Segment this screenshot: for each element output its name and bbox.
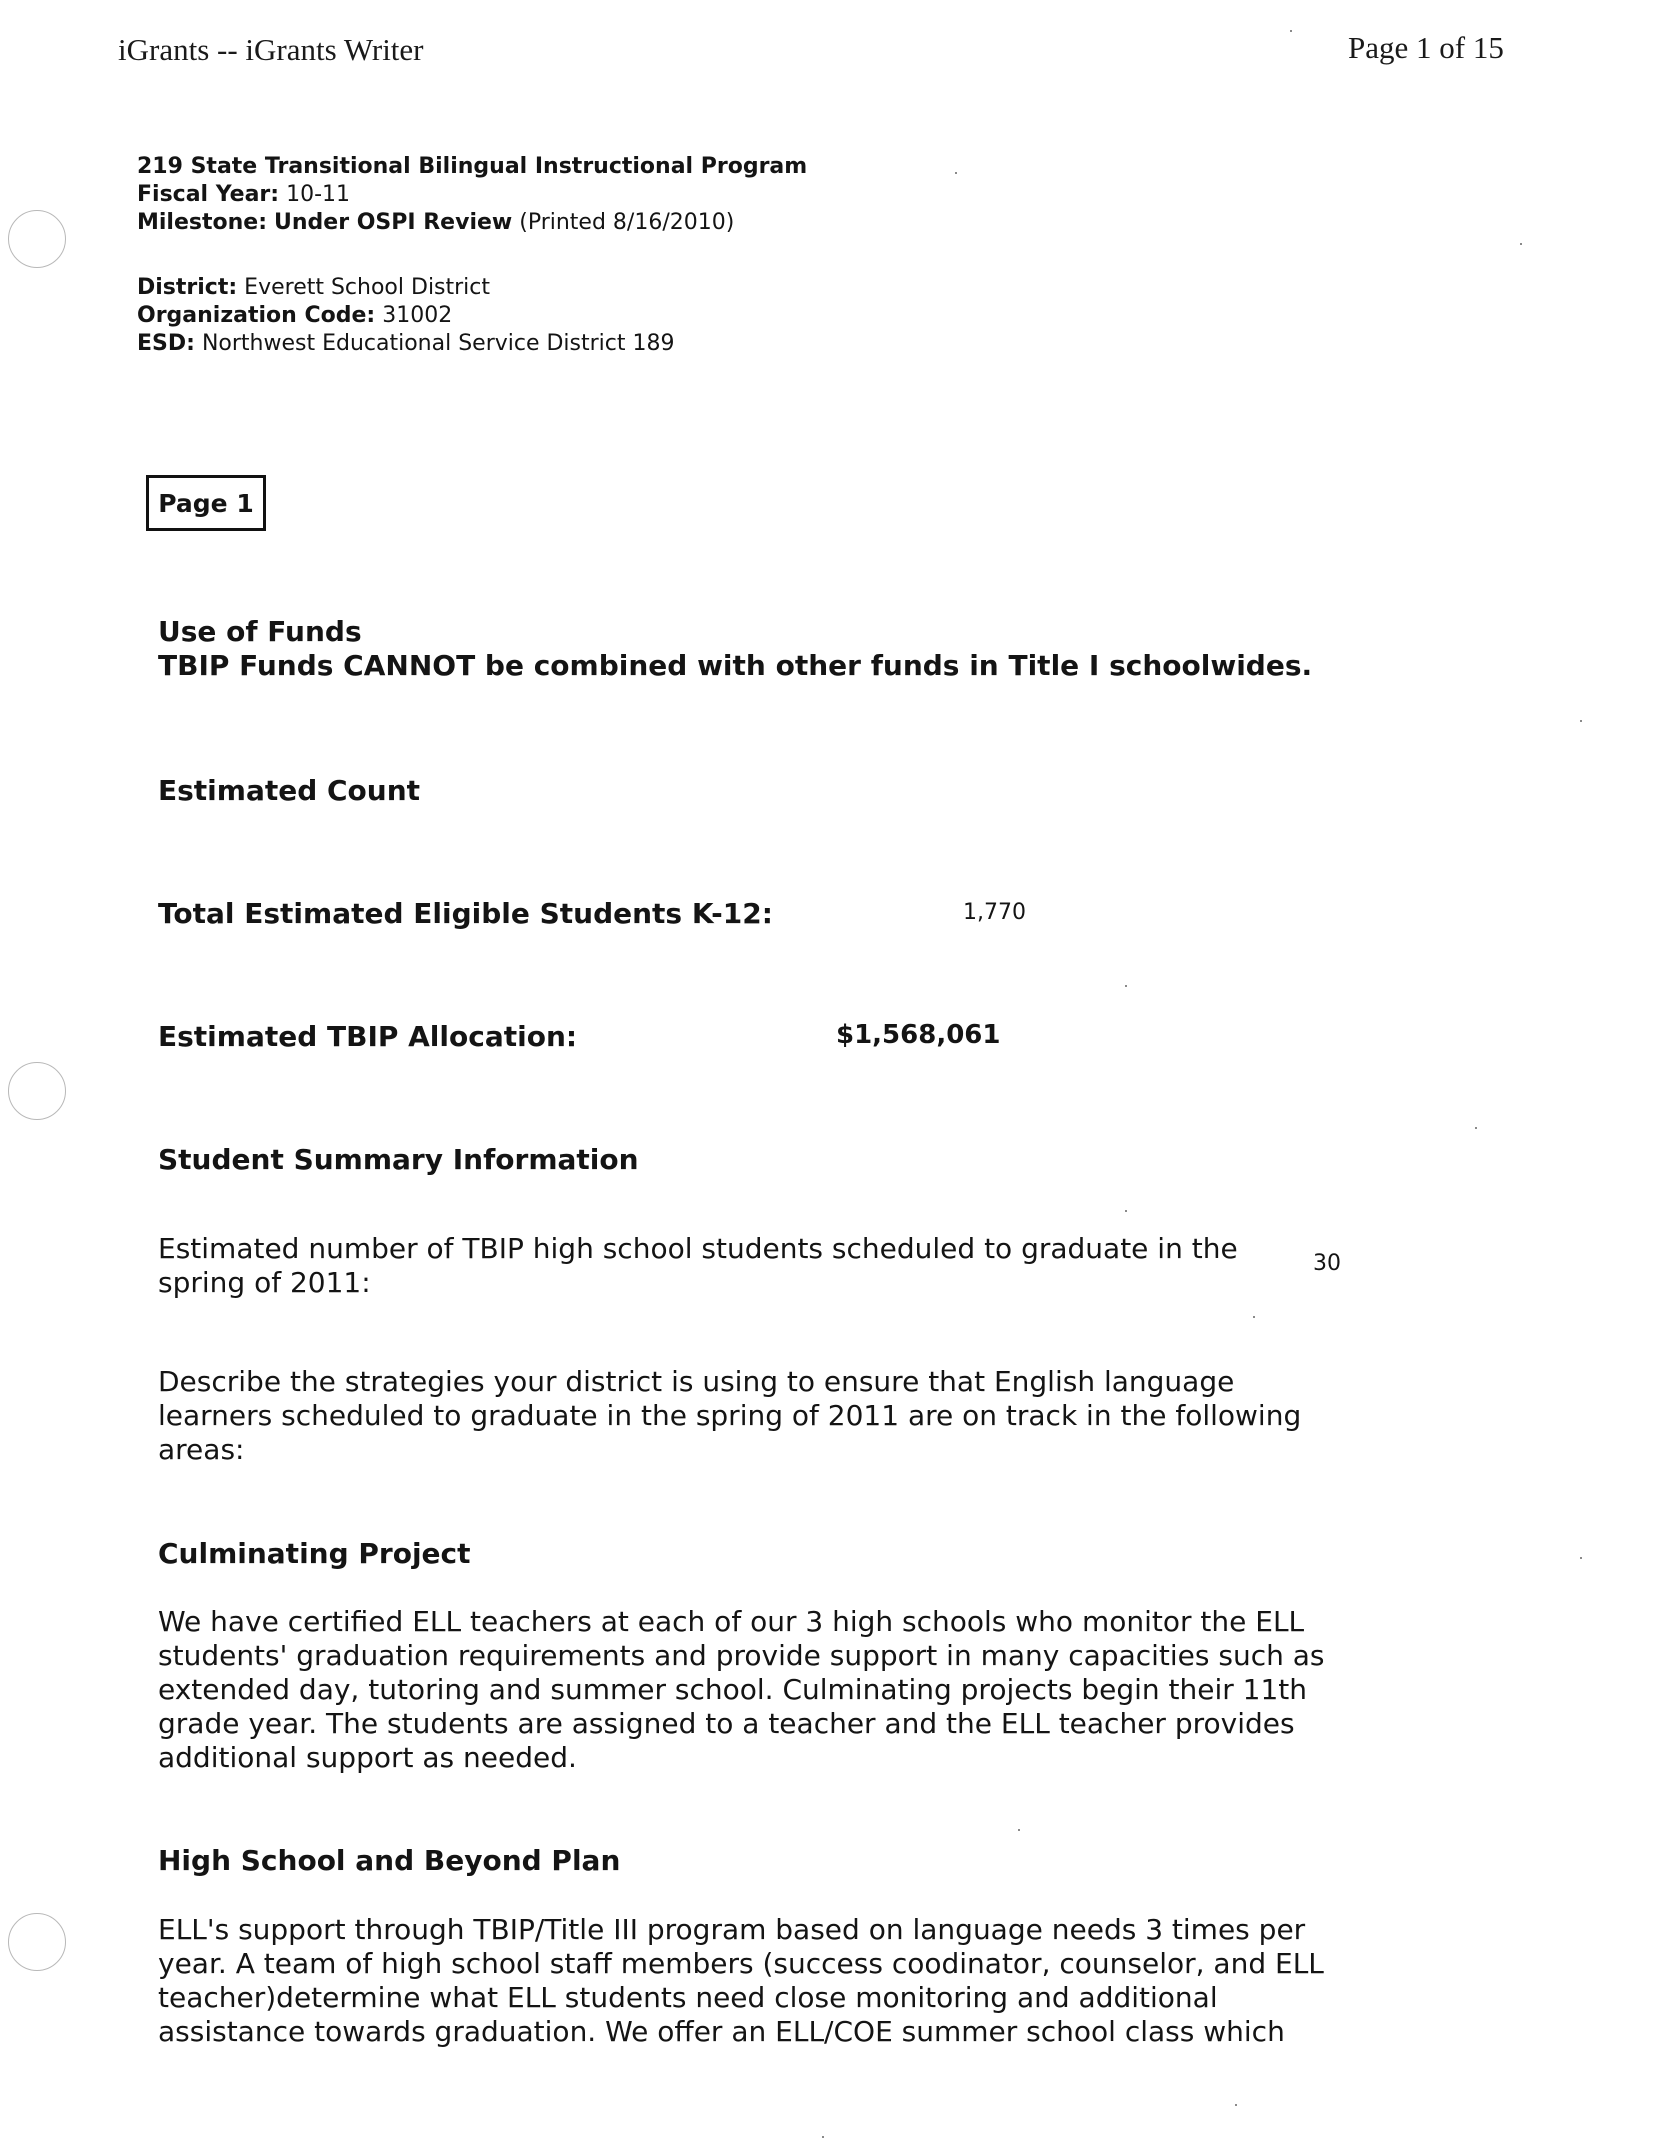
strategies-prompt: Describe the strategies your district is using to ensure that English language learners scheduled to graduate in the spring of 2011 are on track in the following areas: xyxy=(158,1365,1302,1466)
org-code-label: Organization Code: xyxy=(137,303,376,328)
culminating-project-heading: Culminating Project xyxy=(158,1537,471,1570)
scan-speck xyxy=(1125,985,1127,987)
scan-speck xyxy=(1290,30,1292,32)
district-label: District: xyxy=(137,275,238,300)
estimated-count-heading: Estimated Count xyxy=(158,774,421,807)
program-block xyxy=(137,153,807,237)
esd-label: ESD: xyxy=(137,331,195,356)
eligible-students-label: Total Estimated Eligible Students K-12: xyxy=(158,897,773,930)
document-title: iGrants -- iGrants Writer xyxy=(118,32,424,67)
program-name: 219 State Transitional Bilingual Instructional Program xyxy=(137,154,808,179)
use-of-funds-heading: Use of Funds xyxy=(158,615,362,648)
punch-hole xyxy=(8,1062,66,1120)
graduate-question: Estimated number of TBIP high school students scheduled to graduate in the spring of 2011: xyxy=(158,1232,1238,1299)
page-number-box: Page 1 xyxy=(146,475,266,531)
scan-speck xyxy=(1235,2104,1237,2106)
use-of-funds-note: TBIP Funds CANNOT be combined with other funds in Title I schoolwides. xyxy=(158,649,1313,682)
scan-speck xyxy=(1125,1210,1127,1212)
fiscal-year-value: 10-11 xyxy=(286,182,351,207)
milestone-label: Milestone: xyxy=(137,210,268,235)
eligible-students-value: 1,770 xyxy=(963,900,1026,925)
hs-beyond-plan-heading: High School and Beyond Plan xyxy=(158,1844,621,1877)
scan-speck xyxy=(822,2136,824,2138)
scan-speck xyxy=(1018,1829,1020,1831)
punch-hole xyxy=(8,1913,66,1971)
tbip-allocation-value: $1,568,061 xyxy=(836,1020,1001,1050)
district-value: Everett School District xyxy=(244,275,491,300)
page-indicator: Page 1 of 15 xyxy=(1348,30,1504,65)
culminating-project-text: We have certified ELL teachers at each of our 3 high schools who monitor the ELL students' graduation requirements and provide support in many capacities such as extended day, tutoring and summer school. Culminating projects begin their 11th grade year. The students are assigned to a teacher and the ELL teacher provides additional support as needed. xyxy=(158,1605,1325,1774)
scan-speck xyxy=(1520,243,1522,245)
scan-speck xyxy=(1253,1316,1255,1318)
org-code-value: 31002 xyxy=(382,303,453,328)
fiscal-year-label: Fiscal Year: xyxy=(137,182,280,207)
esd-value: Northwest Educational Service District 189 xyxy=(201,331,675,356)
student-summary-heading: Student Summary Information xyxy=(158,1143,639,1176)
scan-speck xyxy=(1580,720,1582,722)
printed-date: (Printed 8/16/2010) xyxy=(519,210,735,235)
district-block xyxy=(137,274,675,358)
punch-hole xyxy=(8,210,66,268)
hs-beyond-plan-text: ELL's support through TBIP/Title III program based on language needs 3 times per year. A team of high school staff members (success coodinator, counselor, and ELL teacher)determine what ELL students need close monitoring and additional assistance towards graduation. We offer an ELL/COE summer school class which xyxy=(158,1913,1324,2048)
graduate-count-value: 30 xyxy=(1313,1251,1341,1276)
scan-speck xyxy=(1475,1127,1477,1129)
milestone-value: Under OSPI Review xyxy=(274,210,513,235)
tbip-allocation-label: Estimated TBIP Allocation: xyxy=(158,1020,578,1053)
scan-speck xyxy=(955,172,957,174)
scan-speck xyxy=(1580,1557,1582,1559)
